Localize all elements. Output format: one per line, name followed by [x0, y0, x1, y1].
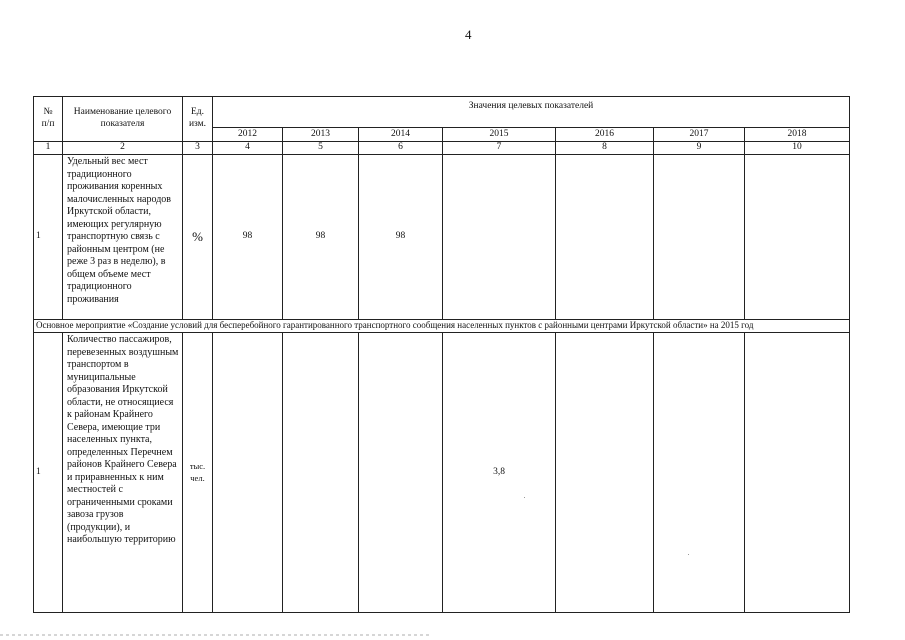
row-unit: % [183, 155, 213, 320]
row-value [556, 333, 654, 613]
column-number: 8 [556, 142, 654, 155]
column-number: 3 [183, 142, 213, 155]
column-number: 5 [283, 142, 359, 155]
row-num: 1 [34, 155, 63, 320]
column-number: 9 [654, 142, 745, 155]
section-title: Основное мероприятие «Создание условий для бесперебойного гарантированного транспортного сообщения населенных пунктов с районными центрами Иркутской области» на 2015 год [34, 320, 850, 333]
row-value [556, 155, 654, 320]
scan-speck [524, 497, 525, 498]
header-year: 2016 [556, 128, 654, 142]
column-number: 4 [213, 142, 283, 155]
header-year: 2014 [359, 128, 443, 142]
row-value: 98 [283, 155, 359, 320]
row-value: 98 [213, 155, 283, 320]
row-unit: тыс. чел. [183, 333, 213, 613]
table-row [34, 155, 850, 320]
header-name: Наименование целевого показателя [63, 97, 183, 142]
row-value [443, 155, 556, 320]
row-value [654, 333, 745, 613]
header-unit: Ед. изм. [183, 97, 213, 142]
header-year: 2018 [745, 128, 850, 142]
row-value [283, 333, 359, 613]
row-value [745, 333, 850, 613]
row-num: 1 [34, 333, 63, 613]
row-value [359, 333, 443, 613]
header-values-group: Значения целевых показателей [213, 97, 850, 128]
row-value [745, 155, 850, 320]
header-year: 2012 [213, 128, 283, 142]
table-row [34, 333, 850, 613]
header-year: 2017 [654, 128, 745, 142]
row-name: Удельный вес мест традиционного проживания коренных малочисленных народов Иркутской области, имеющих регулярную транспортную связь с районным центром (не реже 3 раз в неделю), в общем объеме мест традиционного проживания [63, 155, 183, 320]
row-name: Количество пассажиров, перевезенных воздушным транспортом в муниципальные образования Иркутской области, не относящиеся к районам Крайнего Севера, имеющие три населенных пункта, определенных Перечнем районов Крайнего Севера и приравненных к ним местностей с ограниченными сроками завоза грузов (продукции), и наибольшую территорию [63, 333, 183, 613]
column-number: 10 [745, 142, 850, 155]
row-value [213, 333, 283, 613]
column-number: 6 [359, 142, 443, 155]
row-value: 98 [359, 155, 443, 320]
column-number: 7 [443, 142, 556, 155]
row-value: 3,8 [443, 333, 556, 613]
scan-speck [688, 554, 689, 555]
column-number: 2 [63, 142, 183, 155]
header-year: 2015 [443, 128, 556, 142]
header-year: 2013 [283, 128, 359, 142]
scan-artifact [0, 634, 430, 636]
target-indicators-table [33, 96, 850, 613]
header-num: № п/п [34, 97, 63, 142]
page-number: 4 [465, 27, 472, 42]
column-number: 1 [34, 142, 63, 155]
row-value [654, 155, 745, 320]
